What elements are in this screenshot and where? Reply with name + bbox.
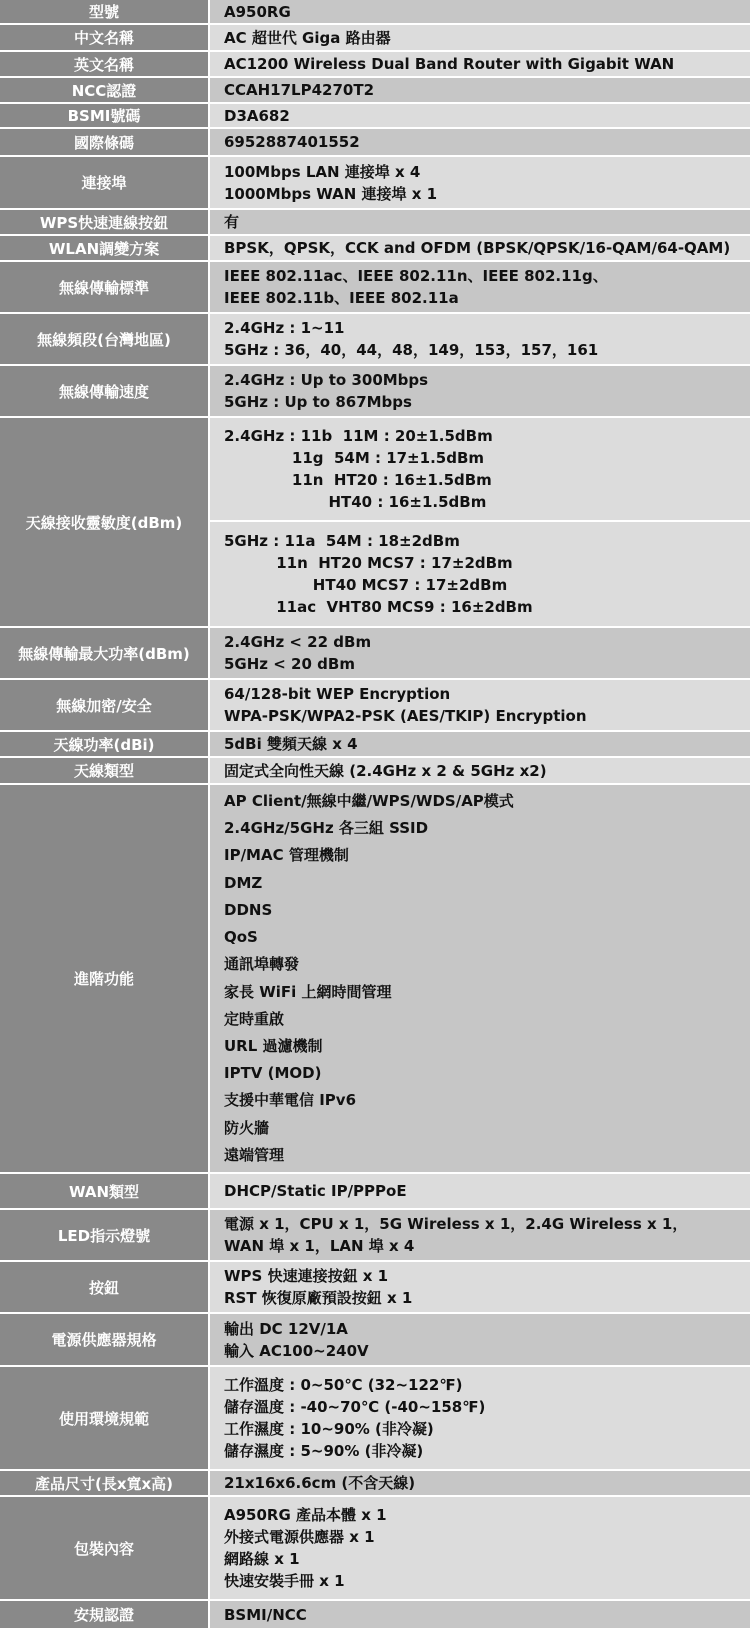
spec-value-package xyxy=(210,1497,750,1599)
spec-label-max-power: 無線傳輸最大功率(dBm) xyxy=(0,628,210,678)
spec-line: 儲存溫度 : -40~70℃ (-40~158℉) xyxy=(224,1398,486,1416)
spec-value-antenna-type xyxy=(210,758,750,783)
spec-line: 2.4GHz/5GHz 各三組 SSID xyxy=(224,819,429,838)
spec-line: 2.4GHz : 11b 11M : 20±1.5dBm xyxy=(224,427,493,445)
spec-line: 21x16x6.6cm (不含天線) xyxy=(224,1474,416,1492)
spec-value-certification xyxy=(210,1601,750,1628)
spec-row-antenna-type xyxy=(0,758,750,785)
spec-line: CCAH17LP4270T2 xyxy=(224,81,375,99)
spec-line: D3A682 xyxy=(224,106,290,125)
spec-line: 網路線 x 1 xyxy=(224,1550,300,1568)
spec-value-led xyxy=(210,1210,750,1260)
spec-line: 定時重啟 xyxy=(224,1009,285,1028)
spec-value-wps xyxy=(210,210,750,234)
spec-label-speed: 無線傳輸速度 xyxy=(0,366,210,416)
spec-label-buttons: 按鈕 xyxy=(0,1262,210,1312)
spec-label-model: 型號 xyxy=(0,0,210,23)
spec-line: 輸出 DC 12V/1A xyxy=(224,1319,348,1338)
spec-label-barcode: 國際條碼 xyxy=(0,129,210,155)
spec-line: BPSK，QPSK，CCK and OFDM (BPSK/QPSK/16-QAM/64-QAM) xyxy=(224,239,731,257)
spec-line: 防火牆 xyxy=(224,1118,270,1137)
spec-value-ncc xyxy=(210,78,750,102)
spec-row-standard xyxy=(0,262,750,314)
spec-value-name-zh xyxy=(210,25,750,50)
spec-label-name-en: 英文名稱 xyxy=(0,52,210,76)
spec-label-band: 無線頻段(台灣地區) xyxy=(0,314,210,364)
spec-label-antenna-type: 天線類型 xyxy=(0,758,210,783)
spec-value-power xyxy=(210,1314,750,1365)
spec-line: 6952887401552 xyxy=(224,133,360,151)
spec-row-ncc xyxy=(0,78,750,104)
spec-line: 2.4GHz : 1~11 xyxy=(224,319,345,337)
spec-value-standard xyxy=(210,262,750,312)
spec-line: 5GHz : Up to 867Mbps xyxy=(224,393,412,411)
spec-label-package: 包裝內容 xyxy=(0,1497,210,1599)
spec-row-name-en xyxy=(0,52,750,78)
spec-line: WPA-PSK/WPA2-PSK (AES/TKIP) Encryption xyxy=(224,707,587,725)
spec-row-modulation xyxy=(0,236,750,262)
spec-line: 有 xyxy=(224,213,240,231)
spec-label-name-zh: 中文名稱 xyxy=(0,25,210,50)
spec-line: DDNS xyxy=(224,900,273,919)
spec-row-buttons xyxy=(0,1262,750,1314)
spec-line: 2.4GHz : Up to 300Mbps xyxy=(224,371,429,389)
spec-row-max-power xyxy=(0,628,750,680)
spec-value-group xyxy=(210,418,750,520)
spec-value-ports xyxy=(210,157,750,208)
spec-line: IPTV (MOD) xyxy=(224,1064,322,1083)
spec-line: 64/128-bit WEP Encryption xyxy=(224,685,451,703)
spec-line: HT40 : 16±1.5dBm xyxy=(224,493,487,511)
spec-label-wan-type: WAN類型 xyxy=(0,1174,210,1208)
spec-row-security xyxy=(0,680,750,732)
spec-line: IEEE 802.11b、IEEE 802.11a xyxy=(224,289,459,307)
spec-line: 固定式全向性天線 (2.4GHz x 2 & 5GHz x2) xyxy=(224,761,547,780)
spec-line: URL 過濾機制 xyxy=(224,1036,323,1055)
spec-line: 儲存濕度 : 5~90% (非冷凝) xyxy=(224,1442,424,1460)
spec-value-buttons xyxy=(210,1262,750,1312)
spec-line: 工作溫度 : 0~50℃ (32~122℉) xyxy=(224,1376,463,1394)
spec-line: 100Mbps LAN 連接埠 x 4 xyxy=(224,162,421,181)
spec-line: 5GHz : 11a 54M : 18±2dBm xyxy=(224,532,460,550)
spec-value-advanced xyxy=(210,785,750,1172)
spec-line: WAN 埠 x 1，LAN 埠 x 4 xyxy=(224,1237,415,1255)
spec-label-sensitivity: 天線接收靈敏度(dBm) xyxy=(0,418,210,626)
spec-value-group xyxy=(210,520,750,626)
spec-row-barcode xyxy=(0,129,750,157)
spec-label-security: 無線加密/安全 xyxy=(0,680,210,730)
spec-label-advanced: 進階功能 xyxy=(0,785,210,1172)
spec-value-dimensions xyxy=(210,1471,750,1495)
spec-row-band xyxy=(0,314,750,366)
spec-row-speed xyxy=(0,366,750,418)
spec-line: A950RG xyxy=(224,2,291,21)
spec-line: IP/MAC 管理機制 xyxy=(224,846,349,865)
spec-line: HT40 MCS7 : 17±2dBm xyxy=(224,576,508,594)
spec-value-speed xyxy=(210,366,750,416)
spec-value-name-en xyxy=(210,52,750,76)
spec-line: AC1200 Wireless Dual Band Router with Gigabit WAN xyxy=(224,55,675,73)
spec-line: 外接式電源供應器 x 1 xyxy=(224,1528,375,1546)
spec-value-modulation xyxy=(210,236,750,260)
spec-line: AC 超世代 Giga 路由器 xyxy=(224,28,391,47)
spec-row-model xyxy=(0,0,750,25)
spec-line: 支援中華電信 IPv6 xyxy=(224,1091,357,1110)
spec-line: IEEE 802.11ac、IEEE 802.11n、IEEE 802.11g、 xyxy=(224,267,608,285)
spec-line: 遠端管理 xyxy=(224,1145,285,1164)
spec-label-ports: 連接埠 xyxy=(0,157,210,208)
spec-label-standard: 無線傳輸標準 xyxy=(0,262,210,312)
spec-row-ports xyxy=(0,157,750,210)
spec-label-certification: 安規認證 xyxy=(0,1601,210,1628)
spec-line: 5GHz < 20 dBm xyxy=(224,655,355,673)
spec-row-certification xyxy=(0,1601,750,1630)
spec-row-package xyxy=(0,1497,750,1601)
spec-row-bsmi xyxy=(0,104,750,129)
spec-row-dimensions xyxy=(0,1471,750,1497)
spec-label-power: 電源供應器規格 xyxy=(0,1314,210,1365)
spec-line: 11g 54M : 17±1.5dBm xyxy=(224,449,485,467)
spec-line: RST 恢復原廠預設按鈕 x 1 xyxy=(224,1289,413,1307)
spec-label-antenna-gain: 天線功率(dBi) xyxy=(0,732,210,756)
spec-row-wps xyxy=(0,210,750,236)
spec-line: 11n HT20 : 16±1.5dBm xyxy=(224,471,492,489)
spec-line: 通訊埠轉發 xyxy=(224,955,300,974)
spec-line: 5GHz : 36，40，44，48，149，153，157，161 xyxy=(224,341,599,359)
spec-line: DHCP/Static IP/PPPoE xyxy=(224,1182,407,1200)
spec-value-environment xyxy=(210,1367,750,1469)
spec-row-environment xyxy=(0,1367,750,1471)
spec-value-barcode xyxy=(210,129,750,155)
spec-line: A950RG 產品本體 x 1 xyxy=(224,1506,387,1524)
spec-line: QoS xyxy=(224,928,258,947)
spec-line: 快速安裝手冊 x 1 xyxy=(224,1572,345,1590)
spec-value-bsmi xyxy=(210,104,750,127)
spec-line: 電源 x 1，CPU x 1，5G Wireless x 1，2.4G Wireless x 1， xyxy=(224,1215,688,1233)
spec-value-security xyxy=(210,680,750,730)
spec-label-wps: WPS快速連線按鈕 xyxy=(0,210,210,234)
spec-label-environment: 使用環境規範 xyxy=(0,1367,210,1469)
spec-line: 家長 WiFi 上網時間管理 xyxy=(224,982,392,1001)
spec-line: 11ac VHT80 MCS9 : 16±2dBm xyxy=(224,598,533,616)
spec-row-wan-type xyxy=(0,1174,750,1210)
spec-line: 11n HT20 MCS7 : 17±2dBm xyxy=(224,554,513,572)
spec-row-sensitivity xyxy=(0,418,750,628)
spec-line: 2.4GHz < 22 dBm xyxy=(224,633,372,651)
spec-line: 5dBi 雙頻天線 x 4 xyxy=(224,735,358,753)
spec-line: WPS 快速連接按鈕 x 1 xyxy=(224,1267,389,1285)
spec-value-band xyxy=(210,314,750,364)
spec-value-antenna-gain xyxy=(210,732,750,756)
spec-line: 輸入 AC100~240V xyxy=(224,1341,369,1360)
spec-value-model xyxy=(210,0,750,23)
spec-row-advanced xyxy=(0,785,750,1174)
spec-label-modulation: WLAN調變方案 xyxy=(0,236,210,260)
spec-row-power xyxy=(0,1314,750,1367)
spec-row-name-zh xyxy=(0,25,750,52)
spec-line: BSMI/NCC xyxy=(224,1605,307,1624)
spec-line: 工作濕度 : 10~90% (非冷凝) xyxy=(224,1420,434,1438)
spec-label-led: LED指示燈號 xyxy=(0,1210,210,1260)
spec-line: AP Client/無線中繼/WPS/WDS/AP模式 xyxy=(224,792,514,811)
spec-label-bsmi: BSMI號碼 xyxy=(0,104,210,127)
spec-label-ncc: NCC認證 xyxy=(0,78,210,102)
spec-line: 1000Mbps WAN 連接埠 x 1 xyxy=(224,184,438,203)
spec-value-sensitivity xyxy=(210,418,750,626)
spec-row-antenna-gain xyxy=(0,732,750,758)
spec-line: DMZ xyxy=(224,873,263,892)
spec-value-wan-type xyxy=(210,1174,750,1208)
spec-value-max-power xyxy=(210,628,750,678)
spec-row-led xyxy=(0,1210,750,1262)
spec-label-dimensions: 產品尺寸(長x寬x高) xyxy=(0,1471,210,1495)
